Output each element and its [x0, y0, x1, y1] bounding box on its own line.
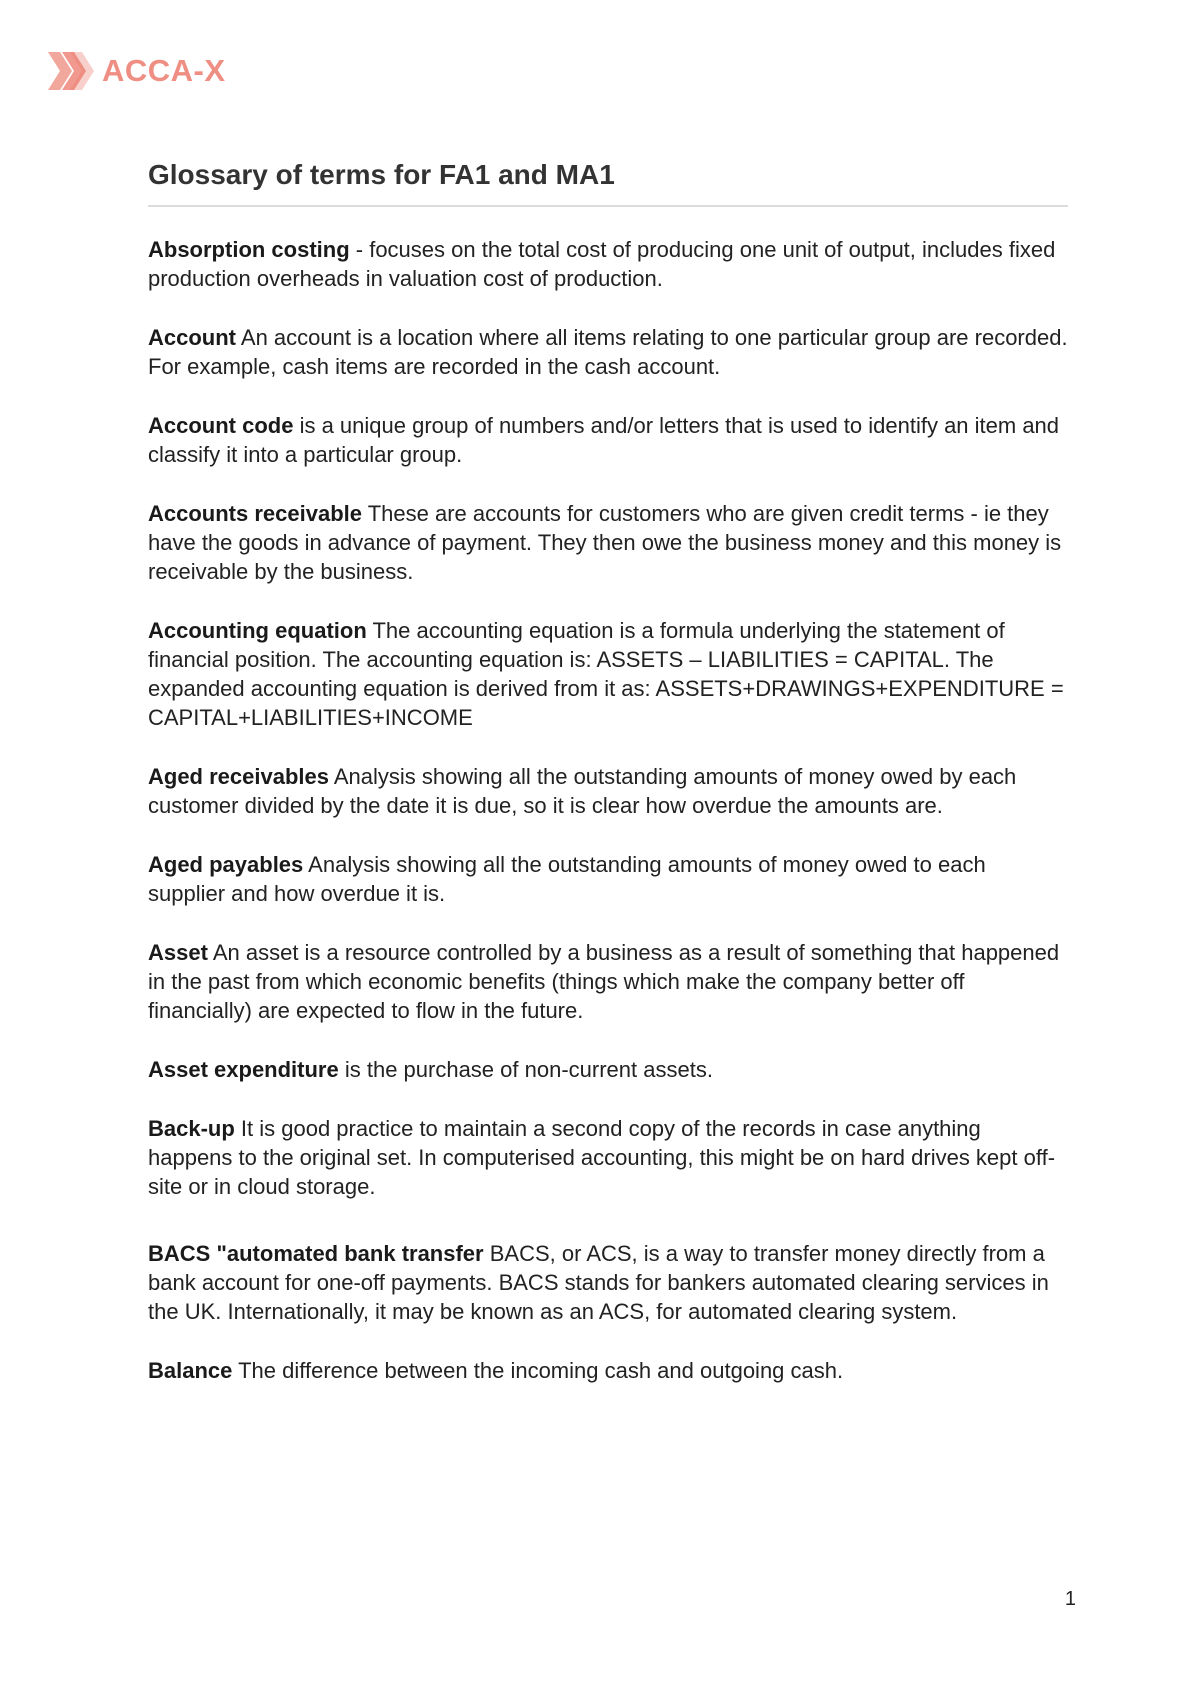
glossary-term: BACS "automated bank transfer [148, 1240, 484, 1266]
glossary-entry [148, 323, 1068, 381]
logo [48, 48, 226, 94]
glossary-term: Asset [148, 939, 208, 965]
acca-x-logo-mark-icon [48, 48, 94, 94]
glossary-term: Asset expenditure [148, 1056, 339, 1082]
glossary-entry [148, 499, 1068, 586]
glossary-entry [148, 411, 1068, 469]
glossary-list [148, 235, 1068, 1385]
glossary-definition: Analysis showing all the outstanding amounts of money owed to each supplier and how overdue it is. [148, 851, 986, 906]
glossary-definition: - focuses on the total cost of producing one unit of output, includes fixed production overheads in valuation cost of production. [148, 236, 1056, 291]
glossary-definition: The accounting equation is a formula underlying the statement of financial position. The accounting equation is: ASSETS – LIABILITIES = CAPITAL. The expanded accounting equation is derived from it as: ASSETS+DRAWINGS+EXPENDITURE = CAPITAL+LIABILITIES+INCOME [148, 617, 1064, 730]
glossary-entry [148, 850, 1068, 908]
glossary-entry [148, 616, 1068, 732]
glossary-entry [148, 1239, 1068, 1326]
glossary-term: Account code [148, 412, 294, 438]
glossary-term: Accounts receivable [148, 500, 362, 526]
glossary-entry [148, 938, 1068, 1025]
glossary-definition: These are accounts for customers who are given credit terms - ie they have the goods in advance of payment. They then owe the business money and this money is receivable by the business. [148, 500, 1062, 584]
glossary-definition: The difference between the incoming cash and outgoing cash. [232, 1357, 844, 1383]
glossary-entry [148, 762, 1068, 820]
glossary-term: Absorption costing [148, 236, 350, 262]
glossary-definition: It is good practice to maintain a second copy of the records in case anything happens to the original set. In computerised accounting, this might be on hard drives kept off-site or in cloud storage. [148, 1115, 1056, 1199]
glossary-term: Back-up [148, 1115, 235, 1141]
glossary-term: Aged payables [148, 851, 304, 877]
glossary-definition: Analysis showing all the outstanding amounts of money owed by each customer divided by the date it is due, so it is clear how overdue the amounts are. [148, 763, 1017, 818]
glossary-term: Aged receivables [148, 763, 329, 789]
page-number: 1 [1064, 1588, 1076, 1610]
glossary-entry [148, 235, 1068, 293]
page-title: Glossary of terms for FA1 and MA1 [148, 158, 1068, 207]
glossary-term: Accounting equation [148, 617, 367, 643]
glossary-entry [148, 1114, 1068, 1201]
glossary-definition: BACS, or ACS, is a way to transfer money directly from a bank account for one-off payments. BACS stands for bankers automated clearing services in the UK. Internationally, it may be known as an ACS, for automated clearing system. [148, 1240, 1049, 1324]
document-content [148, 158, 1068, 1415]
glossary-definition: is a unique group of numbers and/or letters that is used to identify an item and classify it into a particular group. [148, 412, 1060, 467]
glossary-term: Balance [148, 1357, 233, 1383]
glossary-entry [148, 1055, 1068, 1084]
glossary-definition: An account is a location where all items relating to one particular group are recorded. For example, cash items are recorded in the cash account. [148, 324, 1068, 379]
glossary-term: Account [148, 324, 236, 350]
glossary-definition: An asset is a resource controlled by a business as a result of something that happened in the past from which economic benefits (things which make the company better off financially) are expected to flow in the future. [148, 939, 1060, 1023]
logo-text: ACCA-X [102, 53, 226, 88]
glossary-definition: is the purchase of non-current assets. [338, 1056, 713, 1082]
glossary-entry [148, 1356, 1068, 1385]
